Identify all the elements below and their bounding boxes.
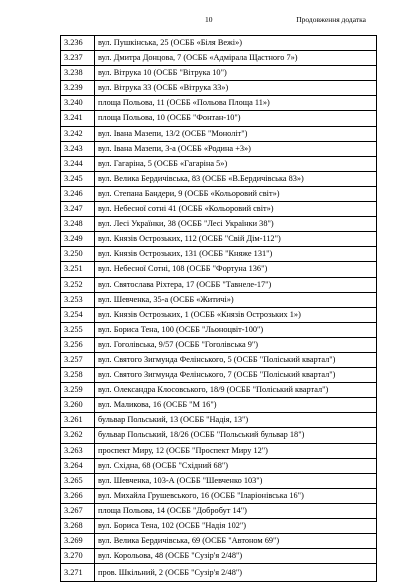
address-cell: вул. Небесної Сотні, 108 (ОСББ "Фортуна 136") — [95, 262, 377, 277]
address-cell: пров. Шкільний, 2 (ОСББ "Сузір'я 2/48") — [95, 564, 377, 582]
item-number: 3.256 — [61, 337, 95, 352]
address-cell: вул. Вітрука 10 (ОСББ "Вітрука 10") — [95, 66, 377, 81]
table-row — [61, 307, 377, 322]
table-row — [61, 549, 377, 564]
table-row — [61, 458, 377, 473]
address-cell: вул. Східна, 68 (ОСББ "Східний 68") — [95, 458, 377, 473]
table-row — [61, 398, 377, 413]
item-number: 3.236 — [61, 36, 95, 51]
address-cell: вул. Князів Острозьких, 1 (ОСББ «Князів Острозьких 1») — [95, 307, 377, 322]
item-number: 3.252 — [61, 277, 95, 292]
table-row — [61, 352, 377, 367]
table-row — [61, 141, 377, 156]
address-cell: вул. Корольова, 48 (ОСББ "Сузір'я 2/48") — [95, 549, 377, 564]
item-number: 3.241 — [61, 111, 95, 126]
table-row — [61, 488, 377, 503]
address-cell: площа Польова, 11 (ОСББ «Польова Площа 11») — [95, 96, 377, 111]
table-row — [61, 519, 377, 534]
table-row — [61, 171, 377, 186]
item-number: 3.237 — [61, 51, 95, 66]
table-row — [61, 428, 377, 443]
table-row — [61, 66, 377, 81]
table-row — [61, 156, 377, 171]
item-number: 3.244 — [61, 156, 95, 171]
address-cell: вул. Лесі Українки, 38 (ОСББ "Лесі Українки 38") — [95, 217, 377, 232]
item-number: 3.263 — [61, 443, 95, 458]
item-number: 3.259 — [61, 383, 95, 398]
item-number: 3.248 — [61, 217, 95, 232]
table-row — [61, 292, 377, 307]
item-number: 3.239 — [61, 81, 95, 96]
table-row — [61, 564, 377, 582]
table-row — [61, 126, 377, 141]
table-row — [61, 534, 377, 549]
table-row — [61, 443, 377, 458]
address-cell: вул. Дмитра Донцова, 7 (ОСББ «Адмірала Щастного 7») — [95, 51, 377, 66]
item-number: 3.264 — [61, 458, 95, 473]
address-cell: вул. Маликова, 16 (ОСББ "М 16") — [95, 398, 377, 413]
table-row — [61, 111, 377, 126]
item-number: 3.243 — [61, 141, 95, 156]
item-number: 3.247 — [61, 202, 95, 217]
table-row — [61, 473, 377, 488]
item-number: 3.250 — [61, 247, 95, 262]
item-number: 3.255 — [61, 322, 95, 337]
item-number: 3.260 — [61, 398, 95, 413]
item-number: 3.270 — [61, 549, 95, 564]
table-row — [61, 322, 377, 337]
address-cell: вул. Князів Острозьких, 131 (ОСББ "Княже 131") — [95, 247, 377, 262]
table-row — [61, 503, 377, 518]
item-number: 3.251 — [61, 262, 95, 277]
osbb-address-table — [60, 35, 377, 582]
item-number: 3.245 — [61, 171, 95, 186]
continuation-label: Продовження додатка — [296, 15, 366, 24]
item-number: 3.246 — [61, 186, 95, 201]
item-number: 3.257 — [61, 352, 95, 367]
table-row — [61, 217, 377, 232]
address-cell: вул. Степана Бандери, 9 (ОСББ «Кольоровий світ») — [95, 186, 377, 201]
address-cell: вул. Святого Зигмунда Фелінського, 5 (ОСББ "Поліський квартал") — [95, 352, 377, 367]
address-cell: бульвар Польський, 18/26 (ОСББ "Польський бульвар 18") — [95, 428, 377, 443]
item-number: 3.271 — [61, 564, 95, 582]
address-cell: вул. Олександра Клосовського, 18/9 (ОСББ "Поліський квартал") — [95, 383, 377, 398]
address-cell: вул. Святослава Ріхтера, 17 (ОСББ "Тавнеле-17") — [95, 277, 377, 292]
table-row — [61, 368, 377, 383]
address-cell: вул. Велика Бердичівська, 83 (ОСББ «В.Бердичівська 83») — [95, 171, 377, 186]
item-number: 3.249 — [61, 232, 95, 247]
address-cell: вул. Михайла Грушевського, 16 (ОСББ "Іларіонівська 16") — [95, 488, 377, 503]
item-number: 3.258 — [61, 368, 95, 383]
item-number: 3.238 — [61, 66, 95, 81]
address-cell: вул. Івана Мазепи, 13/2 (ОСББ "Моноліт") — [95, 126, 377, 141]
item-number: 3.267 — [61, 503, 95, 518]
table-row — [61, 277, 377, 292]
address-cell: вул. Бориса Тена, 100 (ОСББ "Льоноцвіт-100") — [95, 322, 377, 337]
table-row — [61, 96, 377, 111]
address-cell: вул. Шевченка, 103-А (ОСББ "Шевченко 103") — [95, 473, 377, 488]
table-row — [61, 36, 377, 51]
table-row — [61, 51, 377, 66]
item-number: 3.242 — [61, 126, 95, 141]
address-cell: вул. Гоголівська, 9/57 (ОСББ "Гоголівська 9") — [95, 337, 377, 352]
table-row — [61, 202, 377, 217]
item-number: 3.253 — [61, 292, 95, 307]
address-cell: вул. Велика Бердичівська, 69 (ОСББ "Автоном 69") — [95, 534, 377, 549]
item-number: 3.254 — [61, 307, 95, 322]
table-row — [61, 262, 377, 277]
page-number: 10 — [205, 15, 213, 24]
address-cell: бульвар Польський, 13 (ОСББ "Надія, 13") — [95, 413, 377, 428]
address-cell: вул. Святого Зигмунда Фелінського, 7 (ОСББ "Поліський квартал") — [95, 368, 377, 383]
item-number: 3.240 — [61, 96, 95, 111]
table-row — [61, 186, 377, 201]
address-cell: проспект Миру, 12 (ОСББ "Проспект Миру 12") — [95, 443, 377, 458]
item-number: 3.266 — [61, 488, 95, 503]
address-cell: вул. Пушкінська, 25 (ОСББ «Біля Вежі») — [95, 36, 377, 51]
table-row — [61, 383, 377, 398]
address-cell: вул. Князів Острозьких, 112 (ОСББ "Свій Дім-112") — [95, 232, 377, 247]
table-row — [61, 81, 377, 96]
table-row — [61, 413, 377, 428]
address-cell: вул. Небесної сотні 41 (ОСББ «Кольоровий світ») — [95, 202, 377, 217]
address-cell: вул. Івана Мазепи, 3-а (ОСББ «Родина +3») — [95, 141, 377, 156]
item-number: 3.268 — [61, 519, 95, 534]
page-header — [0, 14, 400, 26]
address-cell: вул. Шевченка, 35-а (ОСББ «Житичі») — [95, 292, 377, 307]
address-cell: вул. Бориса Тена, 102 (ОСББ "Надія 102") — [95, 519, 377, 534]
item-number: 3.265 — [61, 473, 95, 488]
address-cell: вул. Вітрука 33 (ОСББ «Вітрука 33») — [95, 81, 377, 96]
item-number: 3.262 — [61, 428, 95, 443]
address-cell: вул. Гагаріна, 5 (ОСББ «Гагаріна 5») — [95, 156, 377, 171]
table-row — [61, 232, 377, 247]
address-cell: площа Польова, 10 (ОСББ "Фонтан-10") — [95, 111, 377, 126]
item-number: 3.269 — [61, 534, 95, 549]
table-row — [61, 337, 377, 352]
table-row — [61, 247, 377, 262]
item-number: 3.261 — [61, 413, 95, 428]
address-cell: площа Польова, 14 (ОСББ "Добробут 14") — [95, 503, 377, 518]
